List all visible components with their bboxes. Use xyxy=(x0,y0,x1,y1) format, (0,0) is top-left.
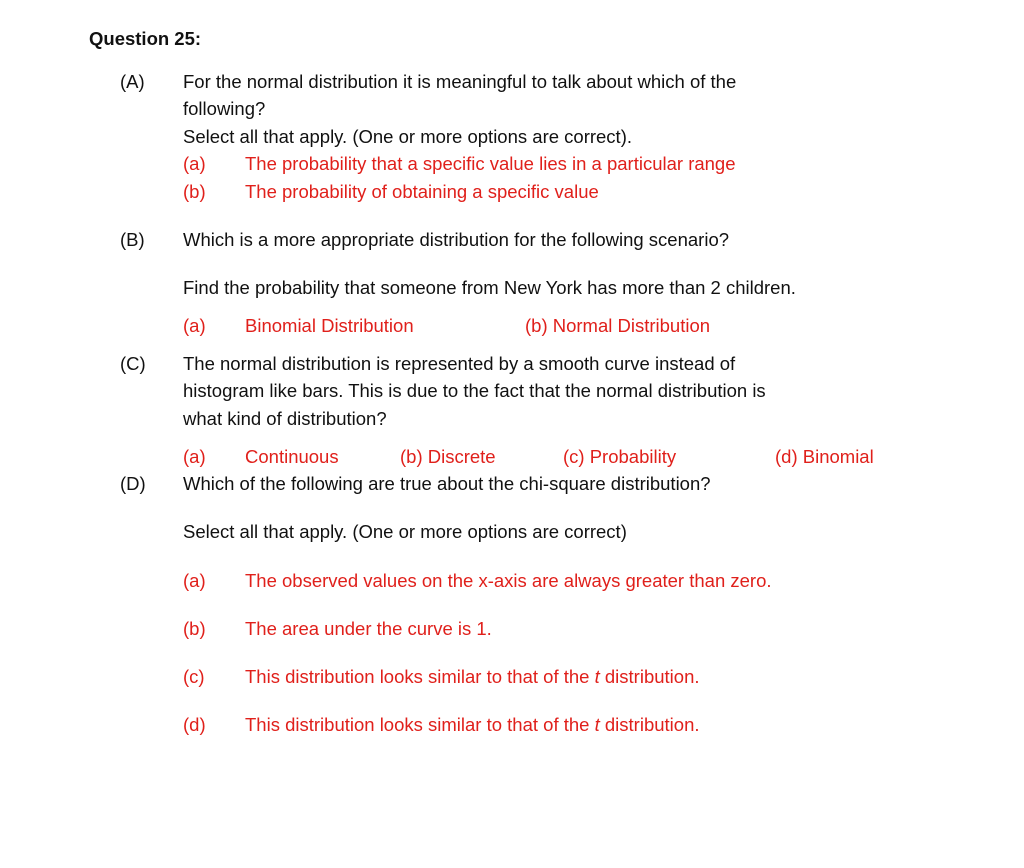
part-c-line-2: histogram like bars. This is due to the fact that the normal distribution is xyxy=(183,380,766,401)
part-d-option-c-text xyxy=(245,668,700,687)
part-a-label: (A) xyxy=(120,71,145,92)
part-d-option-d-text-after: distribution. xyxy=(599,714,700,735)
part-d-label: (D) xyxy=(120,473,146,494)
part-d-option-c-text-before: This distribution looks similar to that of the xyxy=(245,666,595,687)
part-a-option-a-text: The probability that a specific value lies in a particular range xyxy=(245,153,736,174)
part-b-line-2: Find the probability that someone from New York has more than 2 children. xyxy=(183,277,796,298)
part-a-line-2: following? xyxy=(183,98,266,119)
part-d-option-c-label: (c) xyxy=(183,666,205,687)
part-d-line-1: Which of the following are true about the chi-square distribution? xyxy=(183,473,711,494)
part-c-option-a-label: (a) xyxy=(183,446,206,467)
part-c-option-d: (d) Binomial xyxy=(775,446,874,467)
part-a-line-1: For the normal distribution it is meaningful to talk about which of the xyxy=(183,71,737,92)
part-c-option-a-text: Continuous xyxy=(245,446,339,467)
part-c-line-3: what kind of distribution? xyxy=(183,408,387,429)
part-d-option-b-text: The area under the curve is 1. xyxy=(245,618,492,639)
question-title: Question 25: xyxy=(89,28,202,49)
part-c-option-c: (c) Probability xyxy=(563,446,677,467)
part-d-option-c-text-after: distribution. xyxy=(599,666,700,687)
part-d-line-2: Select all that apply. (One or more options are correct) xyxy=(183,521,627,542)
part-d-option-c-italic-t: t xyxy=(594,666,600,687)
part-d-option-d-label: (d) xyxy=(183,714,206,735)
part-d-option-b-label: (b) xyxy=(183,618,206,639)
part-d-option-d-text xyxy=(245,716,700,735)
part-a-option-a-label: (a) xyxy=(183,153,206,174)
part-c-option-b: (b) Discrete xyxy=(400,446,496,467)
part-b-option-a-text: Binomial Distribution xyxy=(245,315,414,336)
part-d-option-a-label: (a) xyxy=(183,570,206,591)
part-d-option-d-italic-t: t xyxy=(594,714,600,735)
part-d-option-d-text-before: This distribution looks similar to that of the xyxy=(245,714,595,735)
part-b-option-a-label: (a) xyxy=(183,315,206,336)
part-b-line-1: Which is a more appropriate distribution for the following scenario? xyxy=(183,229,730,250)
part-c-line-1: The normal distribution is represented by a smooth curve instead of xyxy=(183,353,736,374)
part-a-option-b-label: (b) xyxy=(183,181,206,202)
part-c-label: (C) xyxy=(120,353,146,374)
part-b-label: (B) xyxy=(120,229,145,250)
part-d-option-a-text: The observed values on the x-axis are always greater than zero. xyxy=(245,570,772,591)
part-b-option-b: (b) Normal Distribution xyxy=(525,315,711,336)
part-a-line-3: Select all that apply. (One or more options are correct). xyxy=(183,126,632,147)
part-a-option-b-text: The probability of obtaining a specific value xyxy=(245,181,599,202)
